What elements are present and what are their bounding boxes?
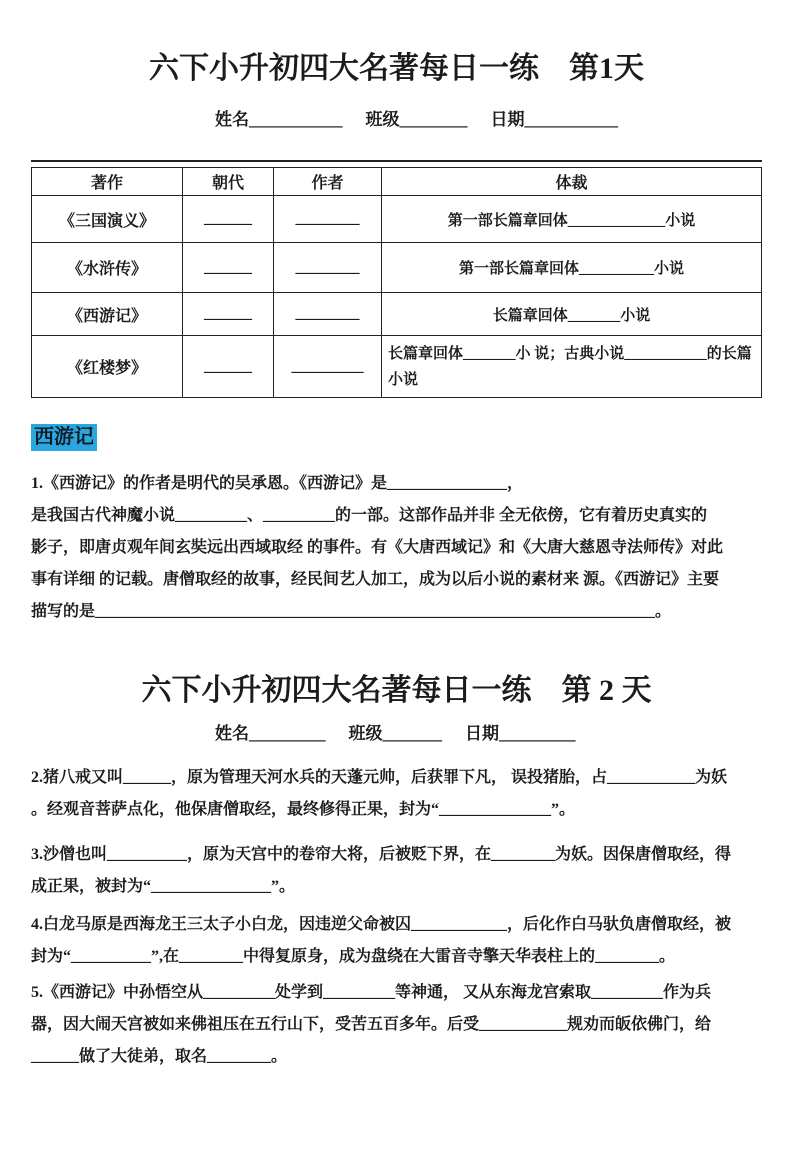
name-label: 姓名 bbox=[215, 724, 249, 743]
genre-cell bbox=[382, 336, 762, 398]
author-blank-cell: ________ bbox=[274, 293, 382, 336]
table-header-row bbox=[32, 168, 762, 196]
question-line: 4.白龙马原是西海龙王三太子小白龙，因违逆父命被囚____________，后化作白马驮负唐僧取经，被 bbox=[31, 916, 732, 933]
genre-line-1: 长篇章回体_______小 说；古典小说___________的长篇 bbox=[388, 345, 752, 362]
question-2 bbox=[31, 762, 762, 826]
col-header-author: 作者 bbox=[274, 168, 382, 196]
genre-cell: 第一部长篇章回体_____________小说 bbox=[382, 196, 762, 243]
date-label: 日期 bbox=[490, 110, 525, 129]
table-row bbox=[32, 336, 762, 398]
name-fields-day2 bbox=[215, 721, 762, 747]
name-blank: ___________ bbox=[249, 110, 343, 129]
question-3 bbox=[31, 839, 762, 903]
dynasty-blank-cell: ______ bbox=[183, 243, 274, 293]
question-line: 1.《西游记》的作者是明代的吴承恩。《西游记》是_______________， bbox=[31, 475, 524, 492]
date-blank: ___________ bbox=[524, 110, 618, 129]
section-heading-row bbox=[31, 398, 762, 451]
dynasty-blank-cell: ______ bbox=[183, 293, 274, 336]
class-field bbox=[366, 107, 468, 133]
question-line: 封为“__________”,在________中得复原身，成为盘绕在大雷音寺擎天华表柱上的________。 bbox=[31, 948, 676, 965]
question-line: 是我国古代神魔小说_________、_________的一部。这部作品并非 全无依傍，它有着历史真实的 bbox=[31, 507, 708, 524]
question-line: 器，因大闹天宫被如来佛祖压在五行山下，受苦五百多年。后受___________规劝而皈依佛门，给 bbox=[31, 1016, 712, 1033]
section-heading-xiyouji: 西游记 bbox=[31, 424, 97, 451]
class-blank: ________ bbox=[399, 110, 468, 129]
question-line: 3.沙僧也叫__________，原为天宫中的卷帘大将，后被贬下界，在________为妖。因保唐僧取经，得 bbox=[31, 846, 732, 863]
question-line: 事有详细 的记载。唐僧取经的故事，经民间艺人加工，成为以后小说的素材来 源。《西游记》主要 bbox=[31, 571, 720, 588]
author-blank-cell: ________ bbox=[274, 196, 382, 243]
question-4 bbox=[31, 909, 762, 973]
dynasty-blank-cell: ______ bbox=[183, 196, 274, 243]
dynasty-blank-cell: ______ bbox=[183, 336, 274, 398]
class-label: 班级 bbox=[348, 724, 383, 743]
class-field bbox=[349, 721, 443, 747]
question-line: 描写的是______________________________________________________________________。 bbox=[31, 603, 672, 620]
work-title-cell: 《西游记》 bbox=[32, 293, 183, 336]
question-line: 5.《西游记》中孙悟空从_________处学到_________等神通， 又从东海龙宫索取_________作为兵 bbox=[31, 984, 712, 1001]
works-table-wrapper bbox=[31, 160, 762, 398]
date-field bbox=[465, 721, 576, 747]
name-field bbox=[215, 721, 326, 747]
name-field bbox=[215, 107, 343, 133]
genre-cell: 第一部长篇章回体__________小说 bbox=[382, 243, 762, 293]
table-row bbox=[32, 293, 762, 336]
page-title-day1: 六下小升初四大名著每日一练 第1天 bbox=[149, 52, 644, 85]
author-blank-cell: _________ bbox=[274, 336, 382, 398]
name-label: 姓名 bbox=[215, 110, 249, 129]
worksheet-page bbox=[0, 50, 793, 1073]
genre-cell: 长篇章回体_______小说 bbox=[382, 293, 762, 336]
col-header-dynasty: 朝代 bbox=[183, 168, 274, 196]
genre-line-2: 小说 bbox=[388, 371, 419, 388]
class-label: 班级 bbox=[365, 110, 400, 129]
work-title-cell: 《水浒传》 bbox=[32, 243, 183, 293]
author-blank-cell: ________ bbox=[274, 243, 382, 293]
class-blank: _______ bbox=[382, 724, 442, 743]
work-title-cell: 《三国演义》 bbox=[32, 196, 183, 243]
date-blank: _________ bbox=[499, 724, 576, 743]
page-title-day2: 六下小升初四大名著每日一练 第 2 天 bbox=[141, 674, 652, 707]
question-line: ______做了大徒弟，取名________。 bbox=[31, 1048, 288, 1065]
question-5 bbox=[31, 977, 762, 1073]
question-1 bbox=[31, 468, 762, 628]
work-title-cell: 《红楼梦》 bbox=[32, 336, 183, 398]
name-blank: _________ bbox=[249, 724, 326, 743]
table-row bbox=[32, 196, 762, 243]
question-line: 2.猪八戒又叫______，原为管理天河水兵的天蓬元帅，后获罪下凡， 误投猪胎，占___________为妖 bbox=[31, 769, 728, 786]
col-header-genre: 体裁 bbox=[382, 168, 762, 196]
table-row bbox=[32, 243, 762, 293]
name-fields-day1 bbox=[215, 107, 762, 133]
question-line: 成正果，被封为“_______________”。 bbox=[31, 878, 296, 895]
question-line: 。经观音菩萨点化，他保唐僧取经，最终修得正果，封为“______________”。 bbox=[31, 801, 576, 818]
col-header-work: 著作 bbox=[32, 168, 183, 196]
question-line: 影子，即唐贞观年间玄奘远出西域取经 的事件。有《大唐西域记》和《大唐大慈恩寺法师传》对此 bbox=[31, 539, 724, 556]
date-field bbox=[491, 107, 619, 133]
date-label: 日期 bbox=[465, 724, 499, 743]
works-table bbox=[31, 167, 762, 398]
